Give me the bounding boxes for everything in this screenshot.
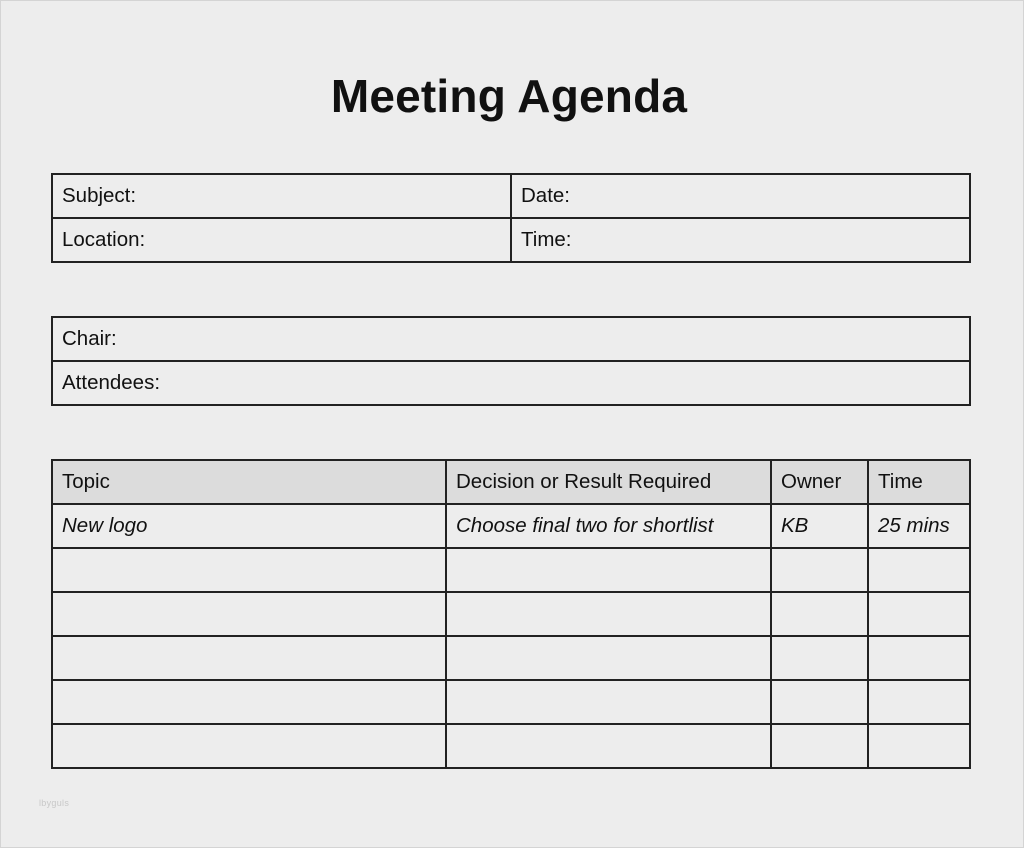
people-table	[51, 316, 971, 406]
owner-cell[interactable]	[771, 724, 868, 768]
subject-field[interactable]: Subject:	[52, 174, 511, 218]
table-row	[52, 361, 970, 405]
owner-cell[interactable]	[771, 636, 868, 680]
decision-cell[interactable]	[446, 548, 771, 592]
decision-cell[interactable]	[446, 680, 771, 724]
decision-cell[interactable]	[446, 592, 771, 636]
time-cell[interactable]: 25 mins	[868, 504, 970, 548]
topic-cell[interactable]	[52, 548, 446, 592]
topic-cell[interactable]	[52, 636, 446, 680]
table-row	[52, 592, 970, 636]
table-row	[52, 636, 970, 680]
column-header-topic: Topic	[52, 460, 446, 504]
column-header-time: Time	[868, 460, 970, 504]
agenda-items-table	[51, 459, 971, 769]
time-cell[interactable]	[868, 592, 970, 636]
table-row	[52, 548, 970, 592]
table-row	[52, 504, 970, 548]
time-cell[interactable]	[868, 724, 970, 768]
table-header-row	[52, 460, 970, 504]
decision-cell[interactable]	[446, 724, 771, 768]
attendees-field[interactable]: Attendees:	[52, 361, 970, 405]
decision-cell[interactable]	[446, 636, 771, 680]
owner-cell[interactable]: KB	[771, 504, 868, 548]
date-field[interactable]: Date:	[511, 174, 970, 218]
topic-cell[interactable]: New logo	[52, 504, 446, 548]
topic-cell[interactable]	[52, 680, 446, 724]
time-field[interactable]: Time:	[511, 218, 970, 262]
owner-cell[interactable]	[771, 548, 868, 592]
decision-cell[interactable]: Choose final two for shortlist	[446, 504, 771, 548]
chair-field[interactable]: Chair:	[52, 317, 970, 361]
table-row	[52, 724, 970, 768]
topic-cell[interactable]	[52, 592, 446, 636]
meeting-info-table	[51, 173, 971, 263]
location-field[interactable]: Location:	[52, 218, 511, 262]
page-title: Meeting Agenda	[330, 70, 688, 122]
table-row	[52, 317, 970, 361]
column-header-decision: Decision or Result Required	[446, 460, 771, 504]
table-row	[52, 680, 970, 724]
table-row	[52, 174, 970, 218]
topic-cell[interactable]	[52, 724, 446, 768]
table-row	[52, 218, 970, 262]
owner-cell[interactable]	[771, 592, 868, 636]
watermark: lbyguls	[39, 798, 70, 808]
column-header-owner: Owner	[771, 460, 868, 504]
time-cell[interactable]	[868, 548, 970, 592]
time-cell[interactable]	[868, 636, 970, 680]
time-cell[interactable]	[868, 680, 970, 724]
owner-cell[interactable]	[771, 680, 868, 724]
